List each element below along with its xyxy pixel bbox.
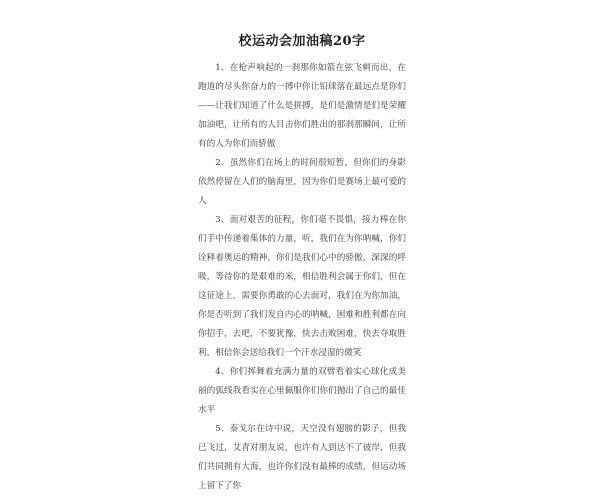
paragraph-4: 4、你们挥舞着充满力量的双臂看着实心球化成美丽的弧线我看实在心里佩服你们你们抛出了自己的最佳水平 [198, 367, 406, 415]
paragraph-1: 1、在枪声响起的一刹那你如箭在弦飞刺而出，在跑道的尽头你奋力的一搏中你让铅球落在最远点是你们——让我们知道了什么是拼搏，是们是激情是们是荣耀加油吧，让所有的人目击你们胜出的那刹那瞬间，让所有的人为你们而骄傲 [198, 63, 406, 149]
document-title: 校运动会加油稿20字 [238, 34, 366, 49]
document-page [198, 30, 406, 496]
paragraph-2: 2、虽然你们在场上的时间很短暂，但你们的身影依然停留在人们的脑海里，因为你们是赛场上最可爱的人 [198, 158, 406, 206]
paragraph-3: 3、面对艰苦的征程，你们毫不畏惧，接力棒在你们手中传递着集体的力量，听，我们在为你呐喊，你们诠释着奥运的精神，你们是我们心中的骄傲，深深的呼吸，等待你的是艰难的米，相信胜利会属于你们，但在这征途上，需要你勇敢的心去面对，我们在为你加油，你是否听到了我们发自内心的呐喊，困难和胜利都在向你招手，去吧，不要犹豫，快去击败困难，快去夺取胜利，相信你会送给我们一个汗水浸湿的微笑 [198, 215, 406, 358]
paragraph-5: 5、泰戈尔在诗中说，天空没有翅膀的影子，但我已飞过，艾青对朋友说，也许有人到达不了彼岸，但我们共同拥有大海，也许你们没有最棒的成绩，但运动场上留下了你 [198, 424, 406, 491]
